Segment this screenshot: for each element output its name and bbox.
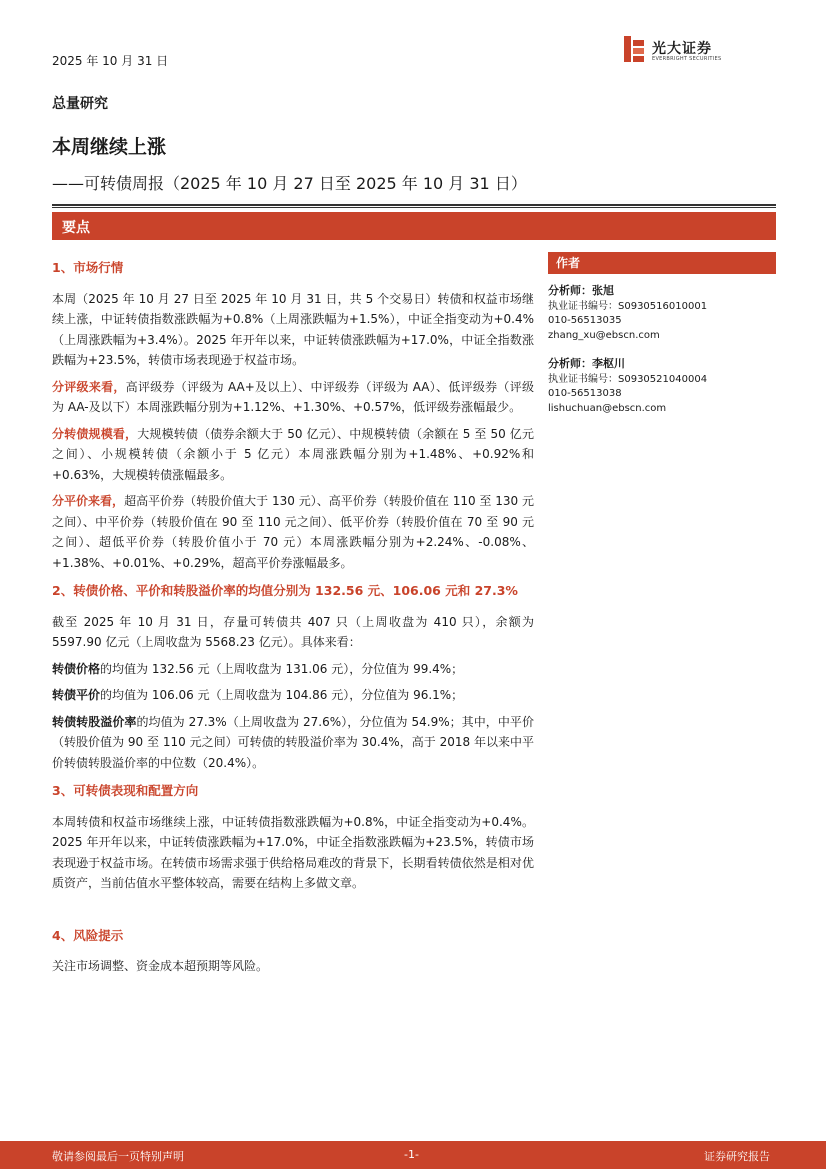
author-sidebar <box>548 252 776 430</box>
section-heading: 4、风险提示 <box>52 927 124 943</box>
paragraph-text: 大规模转债（债券余额大于 50 亿元）、中规模转债（余额在 5 至 50 亿元之间）、小规模转债（余额小于 5 亿元）本周涨跌幅分别为+1.48%、+0.92%和+0.63%，大规模转债涨幅最多。 <box>52 426 534 482</box>
keyword: 分转债规模看， <box>52 426 138 441</box>
paragraph <box>52 712 534 774</box>
report-date: 2025 年 10 月 31 日 <box>52 54 169 68</box>
main-content <box>52 258 534 983</box>
section-heading: 3、可转债表现和配置方向 <box>52 783 199 798</box>
analyst-email[interactable]: zhang_xu@ebscn.com <box>548 329 660 341</box>
keyword: 转债转股溢价率 <box>52 714 137 729</box>
analyst-phone: 010-56513035 <box>548 315 622 326</box>
keyword: 转债平价 <box>52 688 101 702</box>
report-title: 本周继续上涨 <box>52 136 167 158</box>
page-footer <box>0 1141 826 1169</box>
paragraph-text: 高评级券（评级为 AA+及以上）、中评级券（评级为 AA）、低评级券（评级为 AA-及以下）本周涨跌幅分别为+1.12%、+1.30%、+0.57%，低评级券涨幅最少。 <box>52 379 534 414</box>
analyst-name: 分析师：李枢川 <box>548 357 625 370</box>
paragraph: 截至 2025 年 10 月 31 日，存量可转债共 407 只（上周收盘为 410 只），余额为 5597.90 亿元（上周收盘为 5568.23 亿元）。具体来看： <box>52 614 534 649</box>
logo-text-cn: 光大证券 <box>652 41 712 57</box>
paragraph <box>52 491 534 573</box>
logo-text-en: EVERBRIGHT SECURITIES <box>652 56 722 62</box>
analyst-phone: 010-56513038 <box>548 388 622 399</box>
key-points-banner <box>52 212 776 240</box>
paragraph: 本周（2025 年 10 月 27 日至 2025 年 10 月 31 日，共 5 个交易日）转债和权益市场继续上涨，中证转债指数涨跌幅为+0.8%（上周涨跌幅为+1.5%），中证全指变动为+0.4%（上周涨跌幅为+3.4%）。2025 年开年以来，中证转债涨跌幅为+17.0%，中证全指数涨跌幅为+23.5%，转债市场表现逊于权益市场。 <box>52 291 534 367</box>
paragraph <box>52 685 534 706</box>
paragraph-text: 的均值为 27.3%（上周收盘为 27.6%），分位值为 54.9%；其中，中平价（转股价值为 90 至 110 元之间）可转债的转股溢价率为 30.4%，高于 2018 年以来中平价转债转股溢价率的中位数（20.4%）。 <box>52 714 534 770</box>
keyword: 分平价来看， <box>52 494 125 508</box>
analyst-cert: 执业证书编号：S0930516010001 <box>548 300 708 312</box>
analyst-cert: 执业证书编号：S0930521040004 <box>548 373 708 385</box>
divider <box>52 207 776 208</box>
disclaimer-link[interactable]: 敬请参阅最后一页特别声明 <box>52 1150 184 1163</box>
keyword: 转债价格 <box>52 661 101 676</box>
paragraph: 关注市场调整、资金成本超预期等风险。 <box>52 959 269 973</box>
paragraph-text: 超高平价券（转股价值大于 130 元）、高平价券（转股价值在 110 至 130 元之间）、中平价券（转股价值在 90 至 110 元之间）、低平价券（转股价值在 70 至 90 元之间）、超低平价券（转股价值小于 70 元）本周涨跌幅分别为+2.24%、-0.08%、+1.38%、+0.01%、+0.29%，超高平价券涨幅最多。 <box>52 494 534 570</box>
paragraph <box>52 659 534 680</box>
report-subtitle: ——可转债周报（2025 年 10 月 27 日至 2025 年 10 月 31 日） <box>52 174 527 193</box>
analyst-email[interactable]: lishuchuan@ebscn.com <box>548 402 667 414</box>
section-heading: 2、转债价格、平价和转股溢价率的均值分别为 132.56 元、106.06 元和 27.3% <box>52 583 518 598</box>
report-category: 总量研究 <box>52 96 108 112</box>
banner-label: 要点 <box>62 220 90 236</box>
logo-mark-icon <box>624 36 644 62</box>
paragraph <box>52 424 534 486</box>
authors-header: 作者 <box>548 252 776 274</box>
analyst-card <box>548 284 776 343</box>
analyst-card <box>548 357 776 416</box>
paragraph-text: 的均值为 106.06 元（上周收盘为 104.86 元），分位值为 96.1%； <box>100 688 464 702</box>
paragraph: 本周转债和权益市场继续上涨，中证转债指数涨跌幅为+0.8%，中证全指变动为+0.4%。2025 年开年以来，中证转债涨跌幅为+17.0%，中证全指数涨跌幅为+23.5%，转债市场表现逊于权益市场。在转债市场需求强于供给格局难改的背景下，长期看转债依然是相对优质资产，当前估值水平整体较高，需要在结构上多做文章。 <box>52 814 534 890</box>
analyst-name: 分析师：张旭 <box>548 284 614 297</box>
report-type: 证券研究报告 <box>704 1150 770 1163</box>
section-heading: 1、市场行情 <box>52 260 124 275</box>
company-logo <box>624 36 734 66</box>
keyword: 分评级来看， <box>52 379 126 394</box>
paragraph-text: 的均值为 132.56 元（上周收盘为 131.06 元），分位值为 99.4%； <box>100 661 464 676</box>
page-number: -1- <box>404 1148 419 1161</box>
paragraph <box>52 377 534 418</box>
divider <box>52 204 776 206</box>
